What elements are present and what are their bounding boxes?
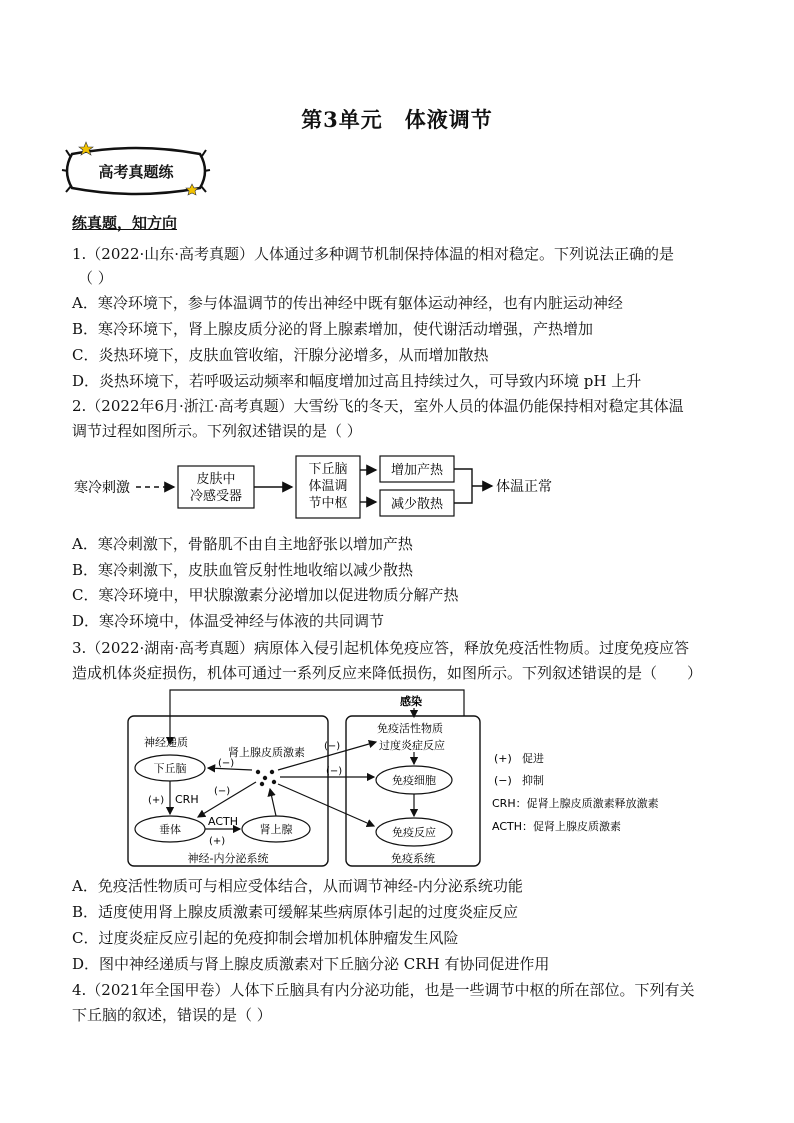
- q1-option-a: A．寒冷环境下，参与体温调节的传出神经中既有躯体运动神经，也有内脏运动神经: [72, 294, 623, 312]
- q3-infection-label: 感染: [400, 695, 422, 708]
- q3-immune-response-label: 免疫反应: [392, 826, 436, 839]
- q3-crh-plus-label: (+): [148, 795, 165, 806]
- badge-label: 高考真题练: [98, 163, 174, 181]
- q2-option-c: C．寒冷环境中，甲状腺激素分泌增加以促进物质分解产热: [72, 586, 459, 604]
- q3-legend-plus-label: 促进: [522, 752, 544, 765]
- q4-stem-line-2: 下丘脑的叙述，错误的是（ ）: [72, 1006, 272, 1024]
- q2-center-label-2: 体温调: [308, 479, 348, 494]
- q3-immune-cell-minus-label: (−): [326, 766, 343, 777]
- q3-acth-plus-label: (+): [209, 836, 226, 847]
- q3-inflammation-minus-label: (−): [324, 741, 341, 752]
- q3-pituitary-label: 垂体: [159, 823, 181, 836]
- q2-flow-diagram: [70, 452, 570, 528]
- section-badge: [60, 140, 212, 202]
- q2-stem-line-2: 调节过程如图所示。下列叙述错误的是（ ）: [72, 422, 362, 440]
- q1-option-b: B．寒冷环境下，肾上腺皮质分泌的肾上腺素增加，使代谢活动增强，产热增加: [72, 320, 594, 338]
- q2-effect-up-label: 增加产热: [390, 463, 444, 478]
- q2-effect-down-label: 减少散热: [390, 497, 444, 512]
- q3-crh-label: CRH: [175, 793, 199, 806]
- q3-stem-line-1: 3.（2022·湖南·高考真题）病原体入侵引起机体免疫应答，释放免疫活性物质。过度免疫应答: [72, 639, 690, 657]
- q2-result-label: 体温正常: [496, 479, 552, 495]
- q3-immune-active-label-1: 免疫活性物质: [377, 722, 443, 735]
- q2-center-label-1: 下丘脑: [308, 462, 348, 477]
- q1-option-c: C．炎热环境下，皮肤血管收缩，汗腺分泌增多，从而增加散热: [72, 346, 489, 364]
- q3-immune-diagram: [124, 686, 684, 876]
- q3-legend-plus-symbol: (+): [494, 752, 512, 765]
- q3-stem-line-2: 造成机体炎症损伤，机体可通过一系列反应来降低损伤，如图所示。下列叙述错误的是（ ）: [72, 664, 703, 682]
- q3-legend-acth: ACTH：促肾上腺皮质激素: [492, 820, 622, 833]
- q2-center-label-3: 节中枢: [308, 496, 348, 511]
- q1-stem-line-1: 1.（2022·山东·高考真题）人体通过多种调节机制保持体温的相对稳定。下列说法正确的是: [72, 245, 675, 263]
- q3-hypothalamus-minus-label: (−): [218, 758, 235, 769]
- q3-option-b: B．适度使用肾上腺皮质激素可缓解某些病原体引起的过度炎症反应: [72, 903, 519, 921]
- q2-option-a: A．寒冷刺激下，骨骼肌不由自主地舒张以增加产热: [72, 535, 413, 553]
- q2-receptor-label-1: 皮肤中: [196, 472, 236, 487]
- q3-neurotransmitter-label: 神经递质: [144, 736, 188, 749]
- page-title: 第3单元 体液调节: [301, 107, 493, 132]
- q2-stimulus-label: 寒冷刺激: [74, 480, 130, 496]
- q3-option-c: C．过度炎症反应引起的免疫抑制会增加机体肿瘤发生风险: [72, 929, 459, 947]
- q2-option-d: D．寒冷环境中，体温受神经与体液的共同调节: [72, 612, 385, 630]
- q3-legend-crh: CRH：促肾上腺皮质激素释放激素: [492, 797, 659, 810]
- q3-immune-cell-label: 免疫细胞: [392, 774, 436, 787]
- q3-option-a: A．免疫活性物质可与相应受体结合，从而调节神经-内分泌系统功能: [72, 877, 523, 895]
- q1-option-d: D．炎热环境下，若呼吸运动频率和幅度增加过高且持续过久，可导致内环境 pH 上升: [72, 372, 642, 390]
- q2-receptor-label-2: 冷感受器: [189, 489, 243, 504]
- q3-immune-active-label-2: 过度炎症反应: [379, 739, 445, 752]
- q3-adrenal-label: 肾上腺: [259, 823, 293, 836]
- q3-neuro-system-label: 神经-内分泌系统: [187, 852, 269, 865]
- q3-acth-label: ACTH: [208, 815, 239, 828]
- q3-hypothalamus-label: 下丘脑: [153, 762, 187, 775]
- q3-cortisol-label: 肾上腺皮质激素: [228, 746, 305, 759]
- q2-stem-line-1: 2.（2022年6月·浙江·高考真题）大雪纷飞的冬天，室外人员的体温仍能保持相对稳定其体温: [72, 397, 684, 415]
- q3-option-d: D．图中神经递质与肾上腺皮质激素对下丘脑分泌 CRH 有协同促进作用: [72, 955, 550, 973]
- q3-legend-minus-label: 抑制: [522, 774, 544, 787]
- q2-option-b: B．寒冷刺激下，皮肤血管反射性地收缩以减少散热: [72, 561, 414, 579]
- section-title: 练真题，知方向: [72, 214, 178, 232]
- q3-pituitary-minus-label: (−): [214, 786, 231, 797]
- q3-legend-minus-symbol: (−): [494, 774, 512, 787]
- q3-immune-system-label: 免疫系统: [391, 852, 435, 865]
- q4-stem-line-1: 4.（2021年全国甲卷）人体下丘脑具有内分泌功能，也是一些调节中枢的所在部位。下列有关: [72, 981, 695, 999]
- q1-stem-line-2: （ ）: [78, 269, 113, 287]
